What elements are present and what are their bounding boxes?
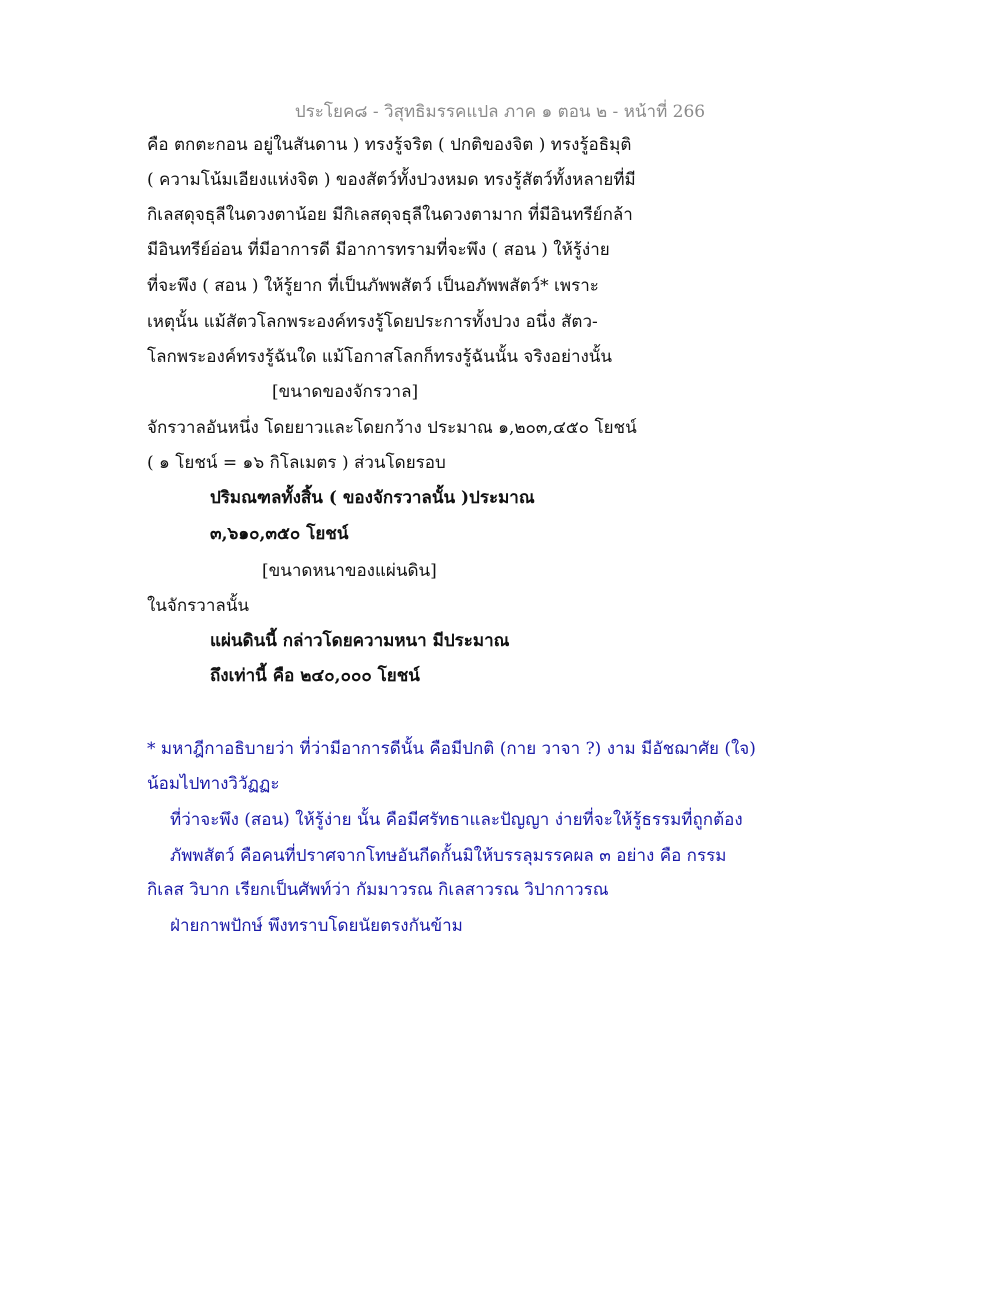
body-line: จักรวาลอันหนึ่ง โดยยาวและโดยกว้าง ประมาณ ๑,๒๐๓,๔๕๐ โยชน์ [147,418,637,438]
body-line: ( ความโน้มเอียงแห่งจิต ) ของสัตว์ทั้งปวงหมด ทรงรู้สัตว์ทั้งหลายที่มี [147,170,636,190]
bold-line: ถึงเท่านี้ คือ ๒๔๐,๐๐๐ โยชน์ [210,666,420,686]
page-header: ประโยค๘ - วิสุทธิมรรคแปล ภาค ๑ ตอน ๒ - หน้าที่ 266 [294,102,706,122]
footnote-line: ที่ว่าจะพึง (สอน) ให้รู้ง่าย นั้น คือมีศรัทธาและปัญญา ง่ายที่จะให้รู้ธรรมที่ถูกต้อง [170,810,743,830]
body-line: เหตุนั้น แม้สัตวโลกพระองค์ทรงรู้โดยประการทั้งปวง อนึ่ง สัตว- [147,312,598,332]
bold-line: ปริมณฑลทั้งสิ้น ( ของจักรวาลนั้น )ประมาณ [210,488,535,508]
body-line: กิเลสดุจธุลีในดวงตาน้อย มีกิเลสดุจธุลีในดวงตามาก ที่มีอินทรีย์กล้า [147,205,633,225]
body-line: ที่จะพึง ( สอน ) ให้รู้ยาก ที่เป็นภัพพสัตว์ เป็นอภัพพสัตว์* เพราะ [147,276,599,296]
body-line: ในจักรวาลนั้น [147,596,250,616]
footnote-line: กิเลส วิบาก เรียกเป็นศัพท์ว่า กัมมาวรณ กิเลสาวรณ วิปากาวรณ [147,880,609,900]
body-line: ( ๑ โยชน์ = ๑๖ กิโลเมตร ) ส่วนโดยรอบ [147,453,446,473]
body-line: มีอินทรีย์อ่อน ที่มีอาการดี มีอาการทรามที่จะพึง ( สอน ) ให้รู้ง่าย [147,240,610,260]
footnote-line: * มหาฎีกาอธิบายว่า ที่ว่ามีอาการดีนั้น คือมีปกติ (กาย วาจา ?) งาม มีอัชฌาศัย (ใจ) [147,739,756,759]
body-line: คือ ตกตะกอน อยู่ในสันดาน ) ทรงรู้จริต ( ปกติของจิต ) ทรงรู้อธิมุติ [147,135,632,155]
section-heading: [ขนาดหนาของแผ่นดิน] [262,561,437,581]
footnote-line: น้อมไปทางวิวัฏฏะ [147,774,280,794]
footnote-line: ภัพพสัตว์ คือคนที่ปราศจากโทษอันกีดกั้นมิให้บรรลุมรรคผล ๓ อย่าง คือ กรรม [170,846,727,866]
bold-line: แผ่นดินนี้ กล่าวโดยความหนา มีประมาณ [210,631,510,651]
footnote-line: ฝ่ายกาพปักษ์ พึงทราบโดยนัยตรงกันข้าม [170,916,463,936]
body-line: โลกพระองค์ทรงรู้ฉันใด แม้โอกาสโลกก็ทรงรู้ฉันนั้น จริงอย่างนั้น [147,347,613,367]
section-heading: [ขนาดของจักรวาล] [272,382,419,402]
bold-line: ๓,๖๑๐,๓๕๐ โยชน์ [210,524,349,544]
